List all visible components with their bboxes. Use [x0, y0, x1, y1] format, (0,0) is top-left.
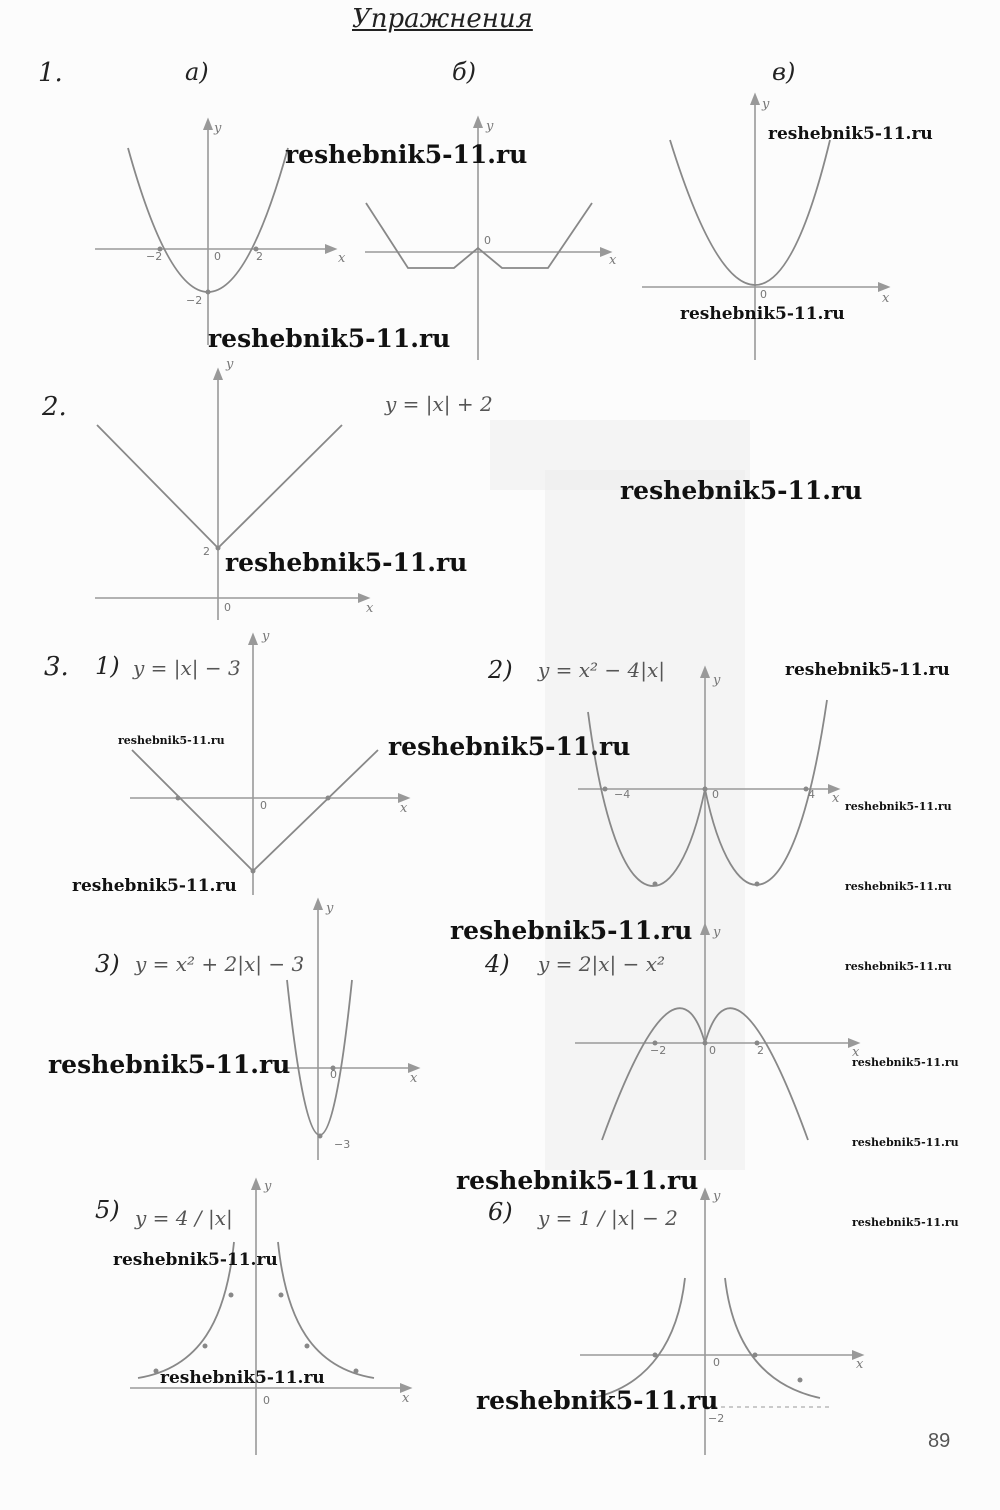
exercise-1a-label: а): [185, 58, 209, 86]
graph-3-5-point: [354, 1369, 359, 1374]
graph-3-2-tick-neg: −4: [614, 788, 631, 801]
graph-1a-tick-neg: −2: [146, 250, 163, 263]
graph-3-3-tick-ymin: −3: [334, 1138, 351, 1151]
graph-3-6-tick-zero: 0: [713, 1356, 720, 1369]
graph-3-3-point: [318, 1134, 323, 1139]
graph-1a-tick-ymin: −2: [186, 294, 203, 307]
watermark: reshebnik5-11.ru: [456, 1166, 699, 1195]
watermark: reshebnik5-11.ru: [113, 1250, 278, 1270]
watermark: reshebnik5-11.ru: [388, 732, 631, 761]
watermark: reshebnik5-11.ru: [225, 548, 468, 577]
graph-1a-tick-pos: 2: [256, 250, 263, 263]
watermark: reshebnik5-11.ru: [620, 476, 863, 505]
graph-3-1-y-label: y: [262, 629, 270, 644]
graph-3-1-point: [251, 869, 256, 874]
watermark: reshebnik5-11.ru: [768, 124, 933, 144]
graph-3-4-tick-pos: 2: [757, 1044, 764, 1057]
graph-1c-x-label: x: [882, 291, 890, 306]
graph-3-4-x-label: x: [852, 1045, 860, 1060]
exercise-3-3-number: 3): [95, 950, 120, 978]
graph-3-2-point: [755, 882, 760, 887]
graph-1b-curve: [366, 203, 592, 268]
graph-3-5-point: [154, 1369, 159, 1374]
graph-1c-tick-zero: 0: [760, 288, 767, 301]
watermark: reshebnik5-11.ru: [48, 1050, 291, 1079]
graph-3-1-x-label: x: [400, 801, 408, 816]
graph-1a-y-label: y: [214, 121, 222, 136]
watermark: reshebnik5-11.ru: [785, 660, 950, 680]
watermark: reshebnik5-11.ru: [680, 304, 845, 324]
graph-3-4-tick-zero: 0: [709, 1044, 716, 1057]
graph-2-y-label: y: [226, 357, 234, 372]
graph-3-6-curve: [593, 1278, 820, 1398]
watermark: reshebnik5-11.ru: [852, 1056, 959, 1069]
exercise-3-6-number: 6): [488, 1198, 513, 1226]
graph-1b-y-label: y: [486, 119, 494, 134]
graph-3-3-curve: [287, 980, 352, 1135]
graph-3-6-point: [753, 1353, 758, 1358]
graph-1a-tick-zero: 0: [214, 250, 221, 263]
graph-3-1-point: [326, 796, 331, 801]
graph-3-5-point: [305, 1344, 310, 1349]
watermark: reshebnik5-11.ru: [118, 734, 225, 747]
graph-3-6-x-label: x: [856, 1357, 864, 1372]
graph-2-x-label: x: [366, 601, 374, 616]
watermark: reshebnik5-11.ru: [845, 880, 952, 893]
exercise-3-1-number: 1): [95, 652, 120, 680]
graph-3-4-point: [703, 1041, 708, 1046]
exercise-2-formula: y = |x| + 2: [385, 392, 493, 416]
graph-1c-y-label: y: [762, 97, 770, 112]
exercise-3-2-number: 2): [488, 656, 513, 684]
graph-3-6-point: [798, 1378, 803, 1383]
watermark: reshebnik5-11.ru: [285, 140, 528, 169]
exercise-2-number: 2.: [42, 392, 67, 422]
graph-3-5-y-label: y: [264, 1179, 272, 1194]
graph-1a-point: [206, 290, 211, 295]
graph-2-point: [216, 546, 221, 551]
watermark: reshebnik5-11.ru: [845, 800, 952, 813]
exercise-3-5-number: 5): [95, 1196, 120, 1224]
watermark: reshebnik5-11.ru: [845, 960, 952, 973]
graph-2-tick-intercept: 2: [203, 545, 210, 558]
graph-3-6-y-label: y: [713, 1189, 721, 1204]
graph-3-2-point: [703, 787, 708, 792]
watermark: reshebnik5-11.ru: [450, 916, 693, 945]
graph-1b-x-label: x: [609, 253, 617, 268]
graph-3-6-tick-ymin: −2: [708, 1412, 725, 1425]
exercise-1-number: 1.: [38, 58, 63, 88]
graph-3-5-x-label: x: [402, 1391, 410, 1406]
graph-3-2-x-label: x: [832, 791, 840, 806]
exercise-3-1-formula: y = |x| − 3: [133, 656, 241, 680]
graph-1a-x-label: x: [338, 251, 346, 266]
graph-3-2-tick-pos: 4: [808, 788, 815, 801]
graph-3-5-tick-zero: 0: [263, 1394, 270, 1407]
graph-3-1-tick-zero: 0: [260, 799, 267, 812]
graph-3-4-tick-neg: −2: [650, 1044, 667, 1057]
graph-3-2-y-label: y: [713, 673, 721, 688]
watermark: reshebnik5-11.ru: [476, 1386, 719, 1415]
watermark: reshebnik5-11.ru: [852, 1136, 959, 1149]
graph-1c-curve: [670, 140, 830, 285]
graph-3-3-y-label: y: [326, 901, 334, 916]
graph-2-curve: [97, 425, 342, 548]
graph-1b-tick-zero: 0: [484, 234, 491, 247]
graph-3-2-point: [603, 787, 608, 792]
watermark: reshebnik5-11.ru: [208, 324, 451, 353]
watermark: reshebnik5-11.ru: [72, 876, 237, 896]
graph-2-tick-zero: 0: [224, 601, 231, 614]
exercise-3-3-formula: y = x² + 2|x| − 3: [135, 952, 305, 976]
exercise-3-4-number: 4): [485, 950, 510, 978]
exercise-3-5-formula: y = 4 / |x|: [135, 1206, 233, 1230]
exercise-3-2-formula: y = x² − 4|x|: [538, 658, 666, 682]
exercise-1c-label: в): [772, 58, 796, 86]
graph-3-5-point: [279, 1293, 284, 1298]
graph-3-1-point: [176, 796, 181, 801]
graph-3-2-tick-zero: 0: [712, 788, 719, 801]
graph-3-2-point: [653, 882, 658, 887]
graph-3-1-curve: [132, 750, 378, 871]
exercise-1b-label: б): [452, 58, 477, 86]
graph-3-3-x-label: x: [410, 1071, 418, 1086]
graph-3-5-point: [203, 1344, 208, 1349]
page-heading: Упражнения: [352, 4, 533, 34]
graph-3-6-point: [653, 1353, 658, 1358]
watermark: reshebnik5-11.ru: [852, 1216, 959, 1229]
graph-3-4-y-label: y: [713, 925, 721, 940]
graph-3-5-point: [229, 1293, 234, 1298]
page-number: 89: [928, 1430, 951, 1452]
exercise-3-4-formula: y = 2|x| − x²: [538, 952, 666, 976]
exercise-3-number: 3.: [44, 652, 69, 682]
watermark: reshebnik5-11.ru: [160, 1368, 325, 1388]
exercise-3-6-formula: y = 1 / |x| − 2: [538, 1206, 678, 1230]
graph-3-3-tick-zero: 0: [330, 1068, 337, 1081]
